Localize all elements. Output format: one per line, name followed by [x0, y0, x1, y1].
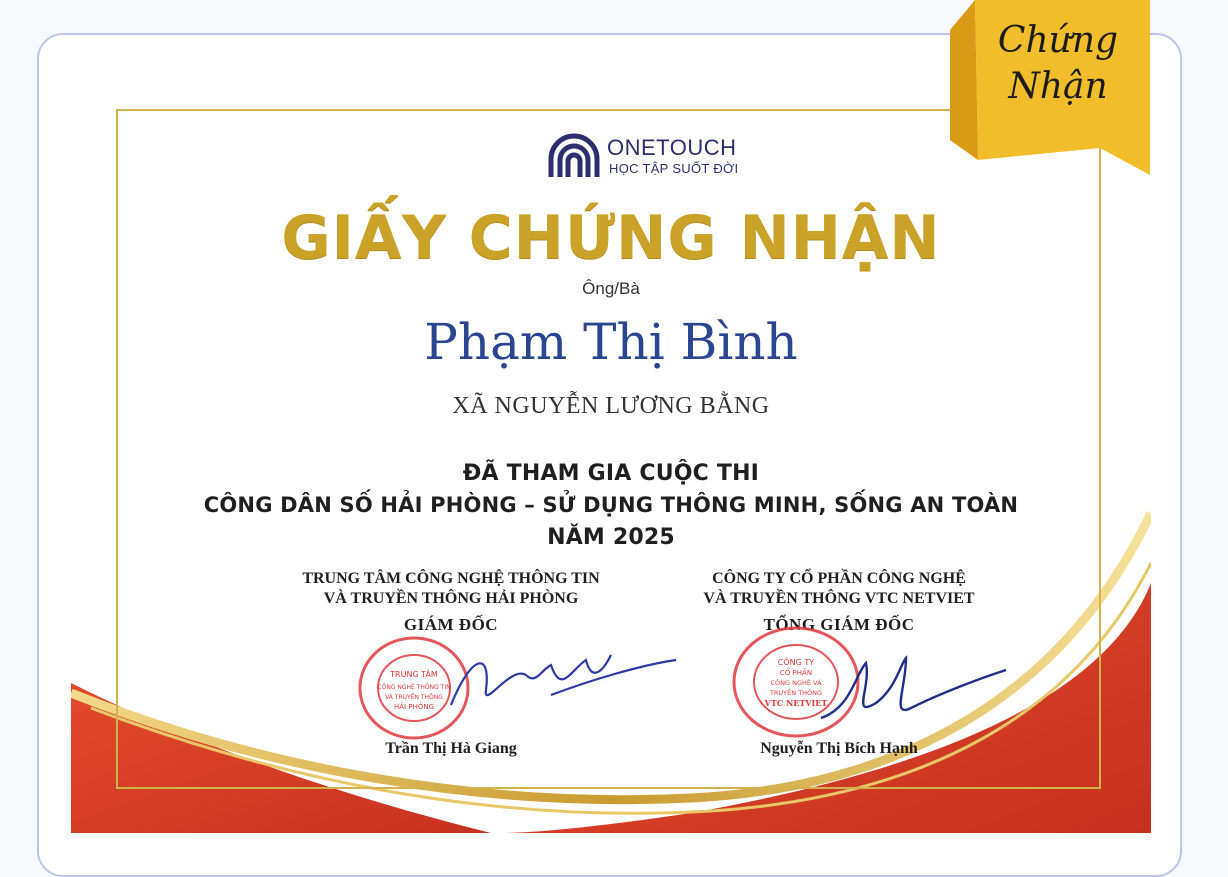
svg-text:CÔNG TY: CÔNG TY: [777, 658, 815, 667]
statement-line-1: ĐÃ THAM GIA CUỘC THI: [462, 461, 760, 486]
ribbon-line-2: Nhận: [1008, 66, 1108, 107]
svg-text:HẢI PHÒNG: HẢI PHÒNG: [394, 703, 434, 711]
signatory-left-org: [241, 569, 661, 609]
onetouch-logo: [547, 133, 787, 179]
ribbon-line-1: Chứng: [997, 20, 1119, 61]
svg-text:CỔ PHẦN: CỔ PHẦN: [779, 669, 813, 677]
svg-text:TRUYỀN THÔNG: TRUYỀN THÔNG: [769, 689, 823, 697]
signature-left: [431, 635, 681, 725]
signatory-right-role: TỔNG GIÁM ĐỐC: [763, 615, 915, 634]
svg-text:TRUNG TÂM: TRUNG TÂM: [390, 670, 438, 679]
recipient-address: XÃ NGUYỄN LƯƠNG BẰNG: [452, 393, 770, 419]
signature-right: [811, 648, 1011, 728]
certificate-title: GIẤY CHỨNG NHẬN: [281, 203, 941, 273]
recipient-name: Phạm Thị Bình: [424, 313, 798, 371]
logo-brand: ONETOUCH: [607, 135, 737, 160]
signatory-right-org-line1: CÔNG TY CỔ PHẦN CÔNG NGHỆ: [712, 570, 966, 587]
statement-line-2: CÔNG DÂN SỐ HẢI PHÒNG – SỬ DỤNG THÔNG MINH, SỐNG AN TOÀN: [203, 493, 1019, 517]
arch-logo-icon: [547, 133, 601, 179]
signatory-left-role: GIÁM ĐỐC: [403, 615, 499, 634]
statement-line-3: NĂM 2025: [547, 525, 675, 550]
ribbon-badge-text: [978, 18, 1138, 110]
signatory-left-org-line2: VÀ TRUYỀN THÔNG HẢI PHÒNG: [323, 590, 579, 607]
signatory-right-name: Nguyễn Thị Bích Hạnh: [760, 740, 918, 757]
logo-tagline: HỌC TẬP SUỐT ĐỜI: [609, 161, 739, 176]
svg-text:CÔNG NGHỆ VÀ: CÔNG NGHỆ VÀ: [770, 679, 822, 687]
svg-text:VÀ TRUYỀN THÔNG: VÀ TRUYỀN THÔNG: [385, 694, 443, 701]
signatory-right-org-line2: VÀ TRUYỀN THÔNG VTC NETVIET: [703, 590, 975, 607]
svg-text:VTC NETVIET: VTC NETVIET: [764, 698, 828, 708]
svg-text:CÔNG NGHỆ THÔNG TIN: CÔNG NGHỆ THÔNG TIN: [377, 684, 451, 691]
signatory-left-name: Trần Thị Hà Giang: [385, 740, 517, 757]
honorific: Ông/Bà: [582, 279, 640, 298]
signatory-left-org-line1: TRUNG TÂM CÔNG NGHỆ THÔNG TIN: [302, 570, 600, 587]
signatory-right-org: [629, 569, 1049, 609]
